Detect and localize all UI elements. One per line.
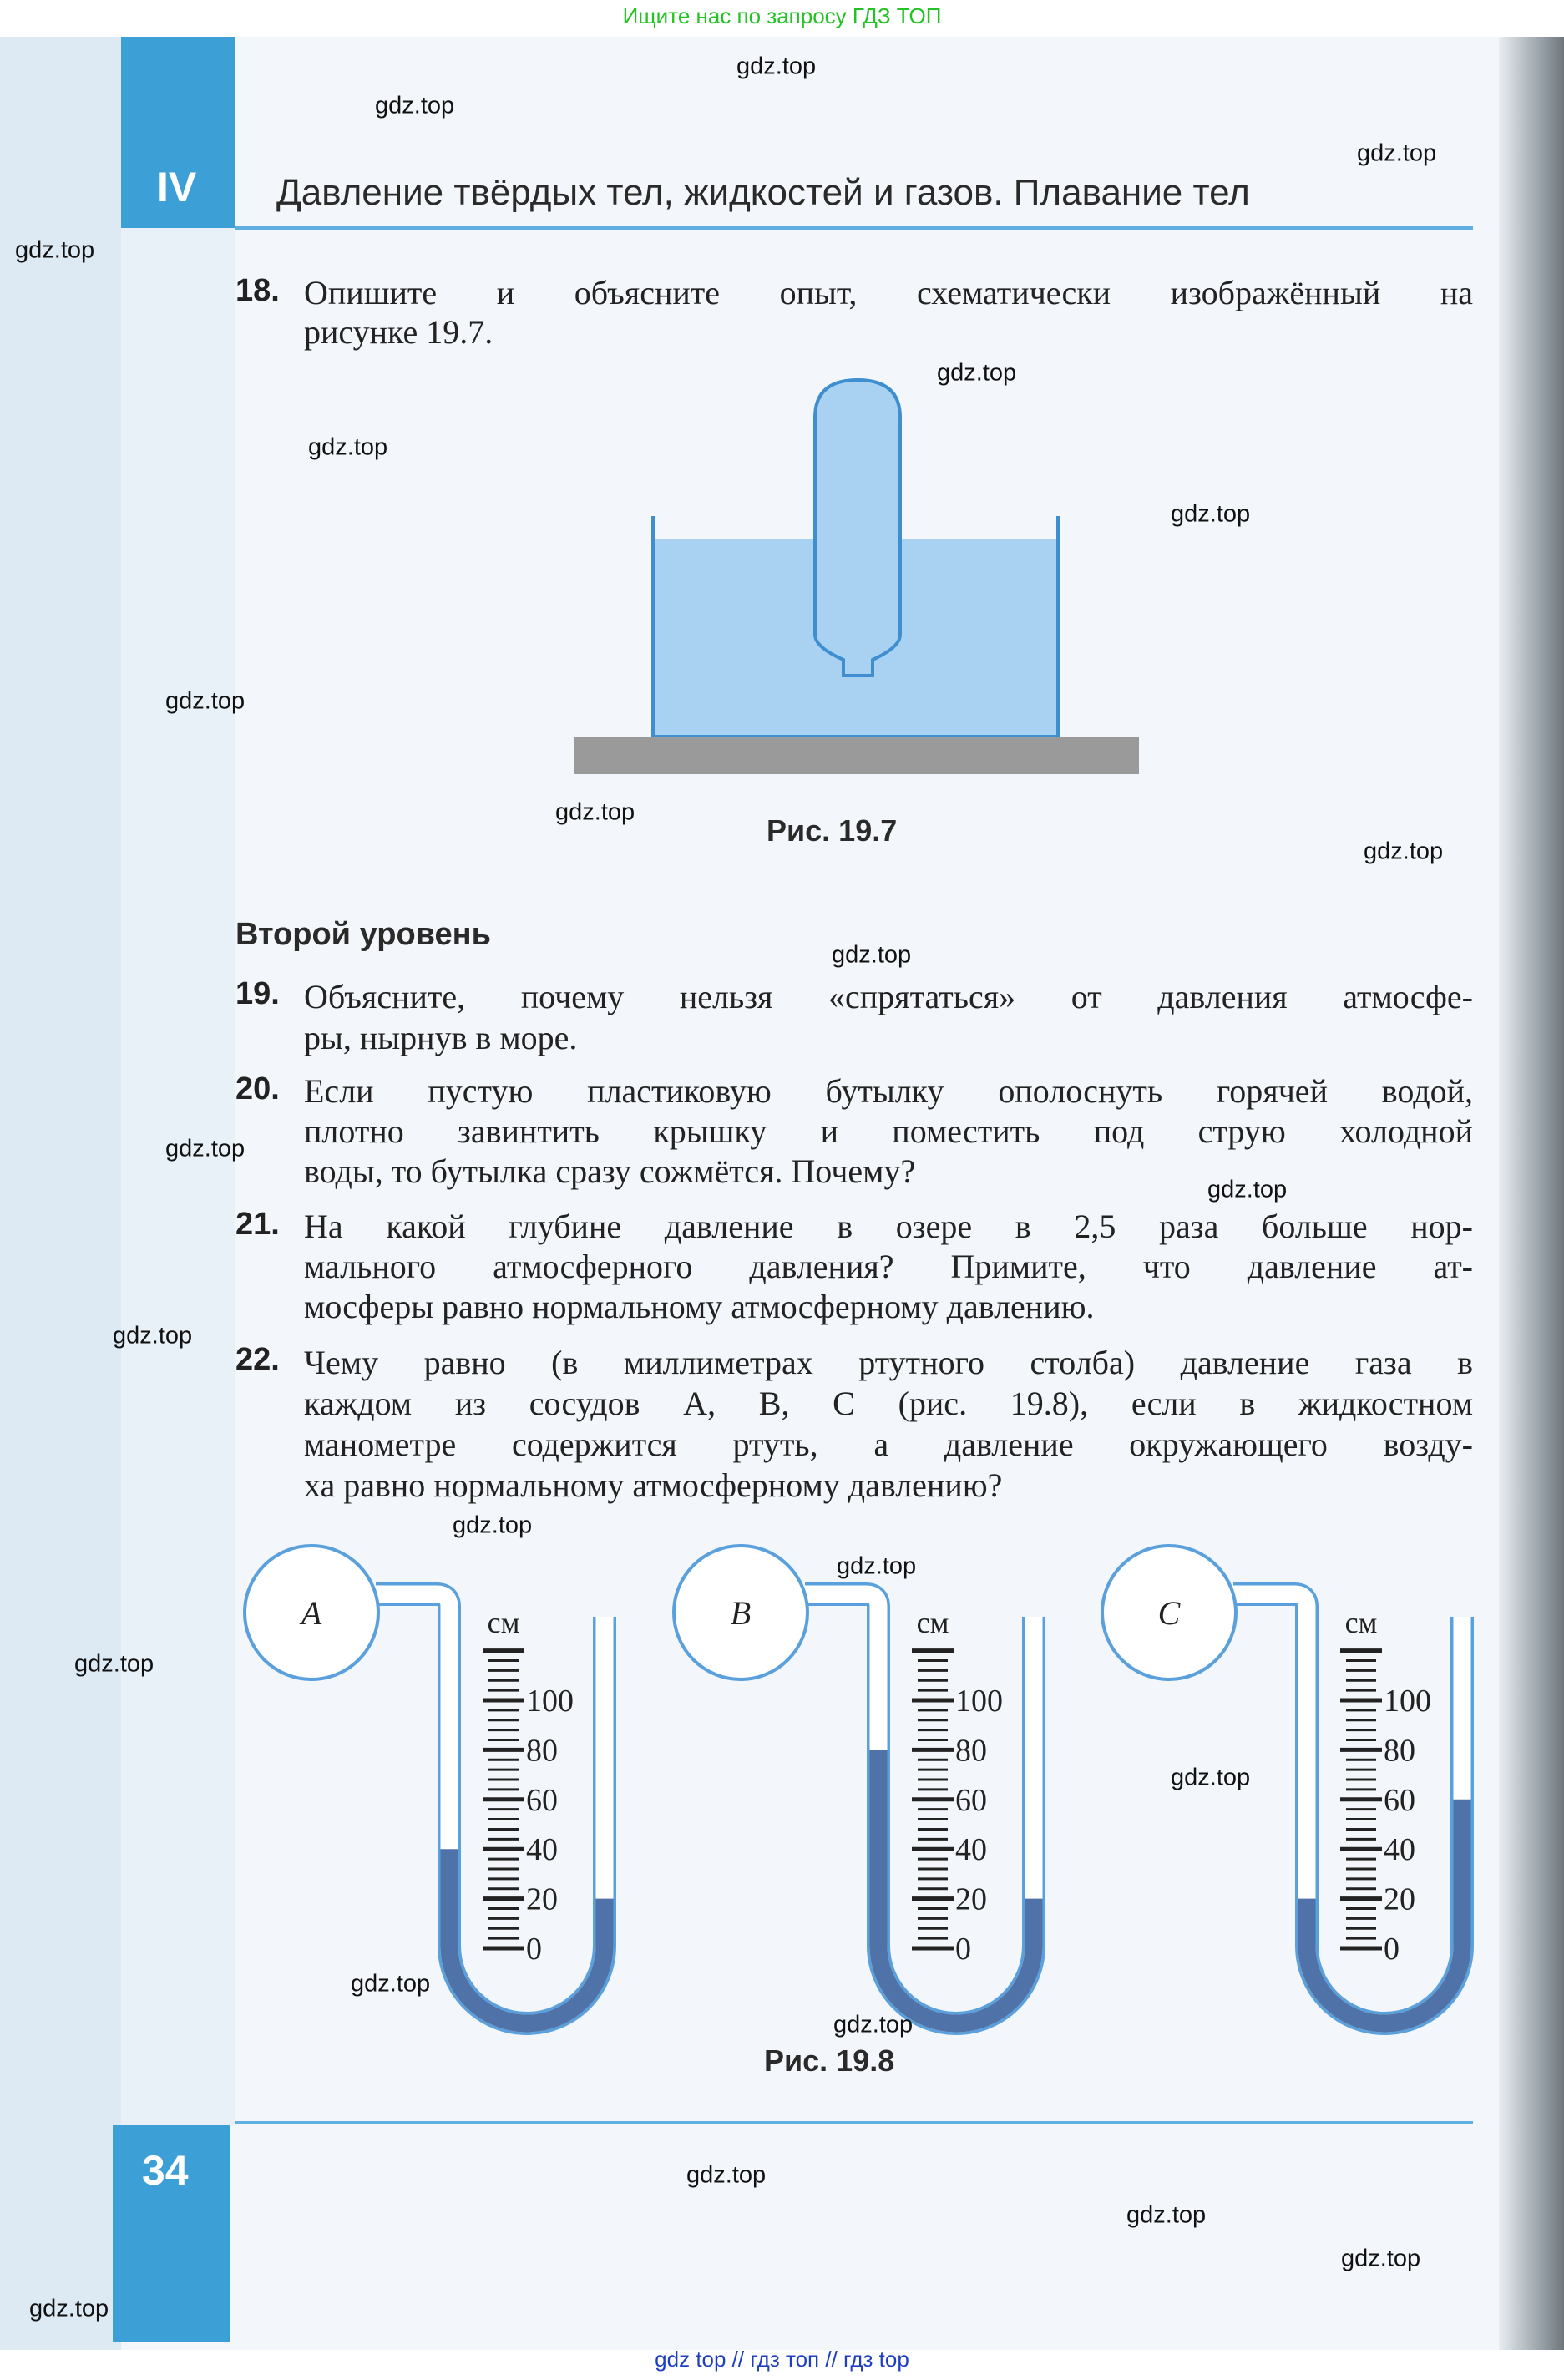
problem-line: плотно завинтить крышку и поместить под струю холодной [304,1112,1473,1150]
figure-19-8-caption: Рис. 19.8 [764,2043,895,2078]
page-number: 34 [142,2147,189,2194]
scale-label: 0 [1384,1932,1400,1967]
watermark: gdz.top [937,359,1017,387]
vessel-label: C [1157,1594,1181,1632]
watermark: gdz.top [1126,2201,1207,2229]
manometer-c [1102,1546,1462,2023]
watermark: gdz.top [308,433,388,461]
watermark: gdz.top [736,53,817,80]
scale-label: 40 [1384,1832,1415,1868]
watermark: gdz.top [29,2295,109,2322]
scale-label: 20 [955,1881,987,1917]
watermark: gdz.top [15,236,95,264]
problem-number: 19. [235,976,280,1011]
problem-line: мального атмосферного давления? Примите, что давление ат- [304,1248,1473,1285]
level-heading: Второй уровень [235,917,491,952]
problem-line: мосферы равно нормальному атмосферному давлению. [304,1288,1095,1325]
watermark: gdz.top [165,1135,245,1162]
problem-line: каждом из сосудов A, B, C (рис. 19.8), если в жидкостном [304,1385,1473,1422]
watermark: gdz.top [1357,139,1437,167]
scale-label: 20 [1384,1881,1415,1917]
watermark: gdz.top [1341,2245,1421,2272]
watermark: gdz.top [453,1512,533,1539]
watermark: gdz.top [555,798,635,826]
problem-number: 20. [235,1071,280,1106]
manometer-b [674,1546,1034,2023]
problem-line: воды, то бутылка сразу сожмётся. Почему? [304,1152,916,1190]
search-hint-banner[interactable]: Ищите нас по запросу ГДЗ ТОП [622,3,942,28]
watermark: gdz.top [1364,838,1444,865]
scale-label: 0 [526,1932,542,1967]
footer-divider [235,2121,1473,2124]
problem-line: Опишите и объясните опыт, схематически изображённый на [304,274,1473,311]
footer-links[interactable]: gdz top // гдз топ // гдз top [655,2347,909,2372]
watermark: gdz.top [1171,1764,1251,1791]
scale-label: 40 [955,1832,987,1868]
scale-label: 100 [955,1684,1003,1719]
scale-label: 60 [955,1782,987,1818]
watermark: gdz.top [832,941,912,969]
watermark: gdz.top [74,1650,154,1678]
figure-19-7-caption: Рис. 19.7 [767,813,898,848]
scale-label: 20 [526,1881,558,1917]
problem-line: ры, нырнув в море. [304,1019,578,1056]
problem-line: На какой глубине давление в озере в 2,5 раза больше нор- [304,1208,1473,1245]
problem-line: Чему равно (в миллиметрах ртутного столба) давление газа в [304,1344,1473,1381]
watermark: gdz.top [113,1322,193,1350]
problem-line: ха равно нормальному атмосферному давлению? [304,1466,1003,1504]
scale-label: 80 [955,1733,987,1769]
vessel-label: B [730,1594,752,1632]
watermark: gdz.top [165,687,245,715]
watermark: gdz.top [351,1970,431,1998]
scale-label: 80 [1384,1733,1415,1769]
problem-line: Объясните, почему нельзя «спрятаться» от давления атмосфе- [304,978,1473,1015]
problem-number: 22. [235,1342,280,1377]
watermark: gdz.top [837,1552,917,1580]
watermark: gdz.top [1207,1176,1288,1203]
manometer-a [245,1546,605,2023]
problem-line: Если пустую пластиковую бутылку ополоснуть горячей водой, [304,1072,1473,1110]
scale-label: 100 [526,1684,574,1719]
scale-label: 60 [526,1782,558,1818]
vessel-label: A [301,1594,322,1632]
problem-line: рисунке 19.7. [304,313,493,351]
unit-label: см [1344,1606,1378,1639]
scale-label: 60 [1384,1782,1415,1818]
scale-label: 100 [1384,1684,1431,1719]
problem-number: 18. [235,273,280,308]
unit-label: см [487,1606,520,1639]
watermark: gdz.top [375,92,455,119]
watermark: gdz.top [1171,500,1251,528]
scale-label: 0 [955,1932,971,1967]
problem-line: манометре содержится ртуть, а давление окружающего возду- [304,1425,1473,1463]
unit-label: см [916,1606,949,1639]
scale-label: 80 [526,1733,558,1769]
scale-label: 40 [526,1832,558,1868]
watermark: gdz.top [833,2011,914,2038]
watermark: gdz.top [686,2161,767,2189]
chapter-title: Давление твёрдых тел, жидкостей и газов. Плавание тел [276,172,1250,213]
problem-number: 21. [235,1207,280,1242]
chapter-number: IV [157,164,197,210]
